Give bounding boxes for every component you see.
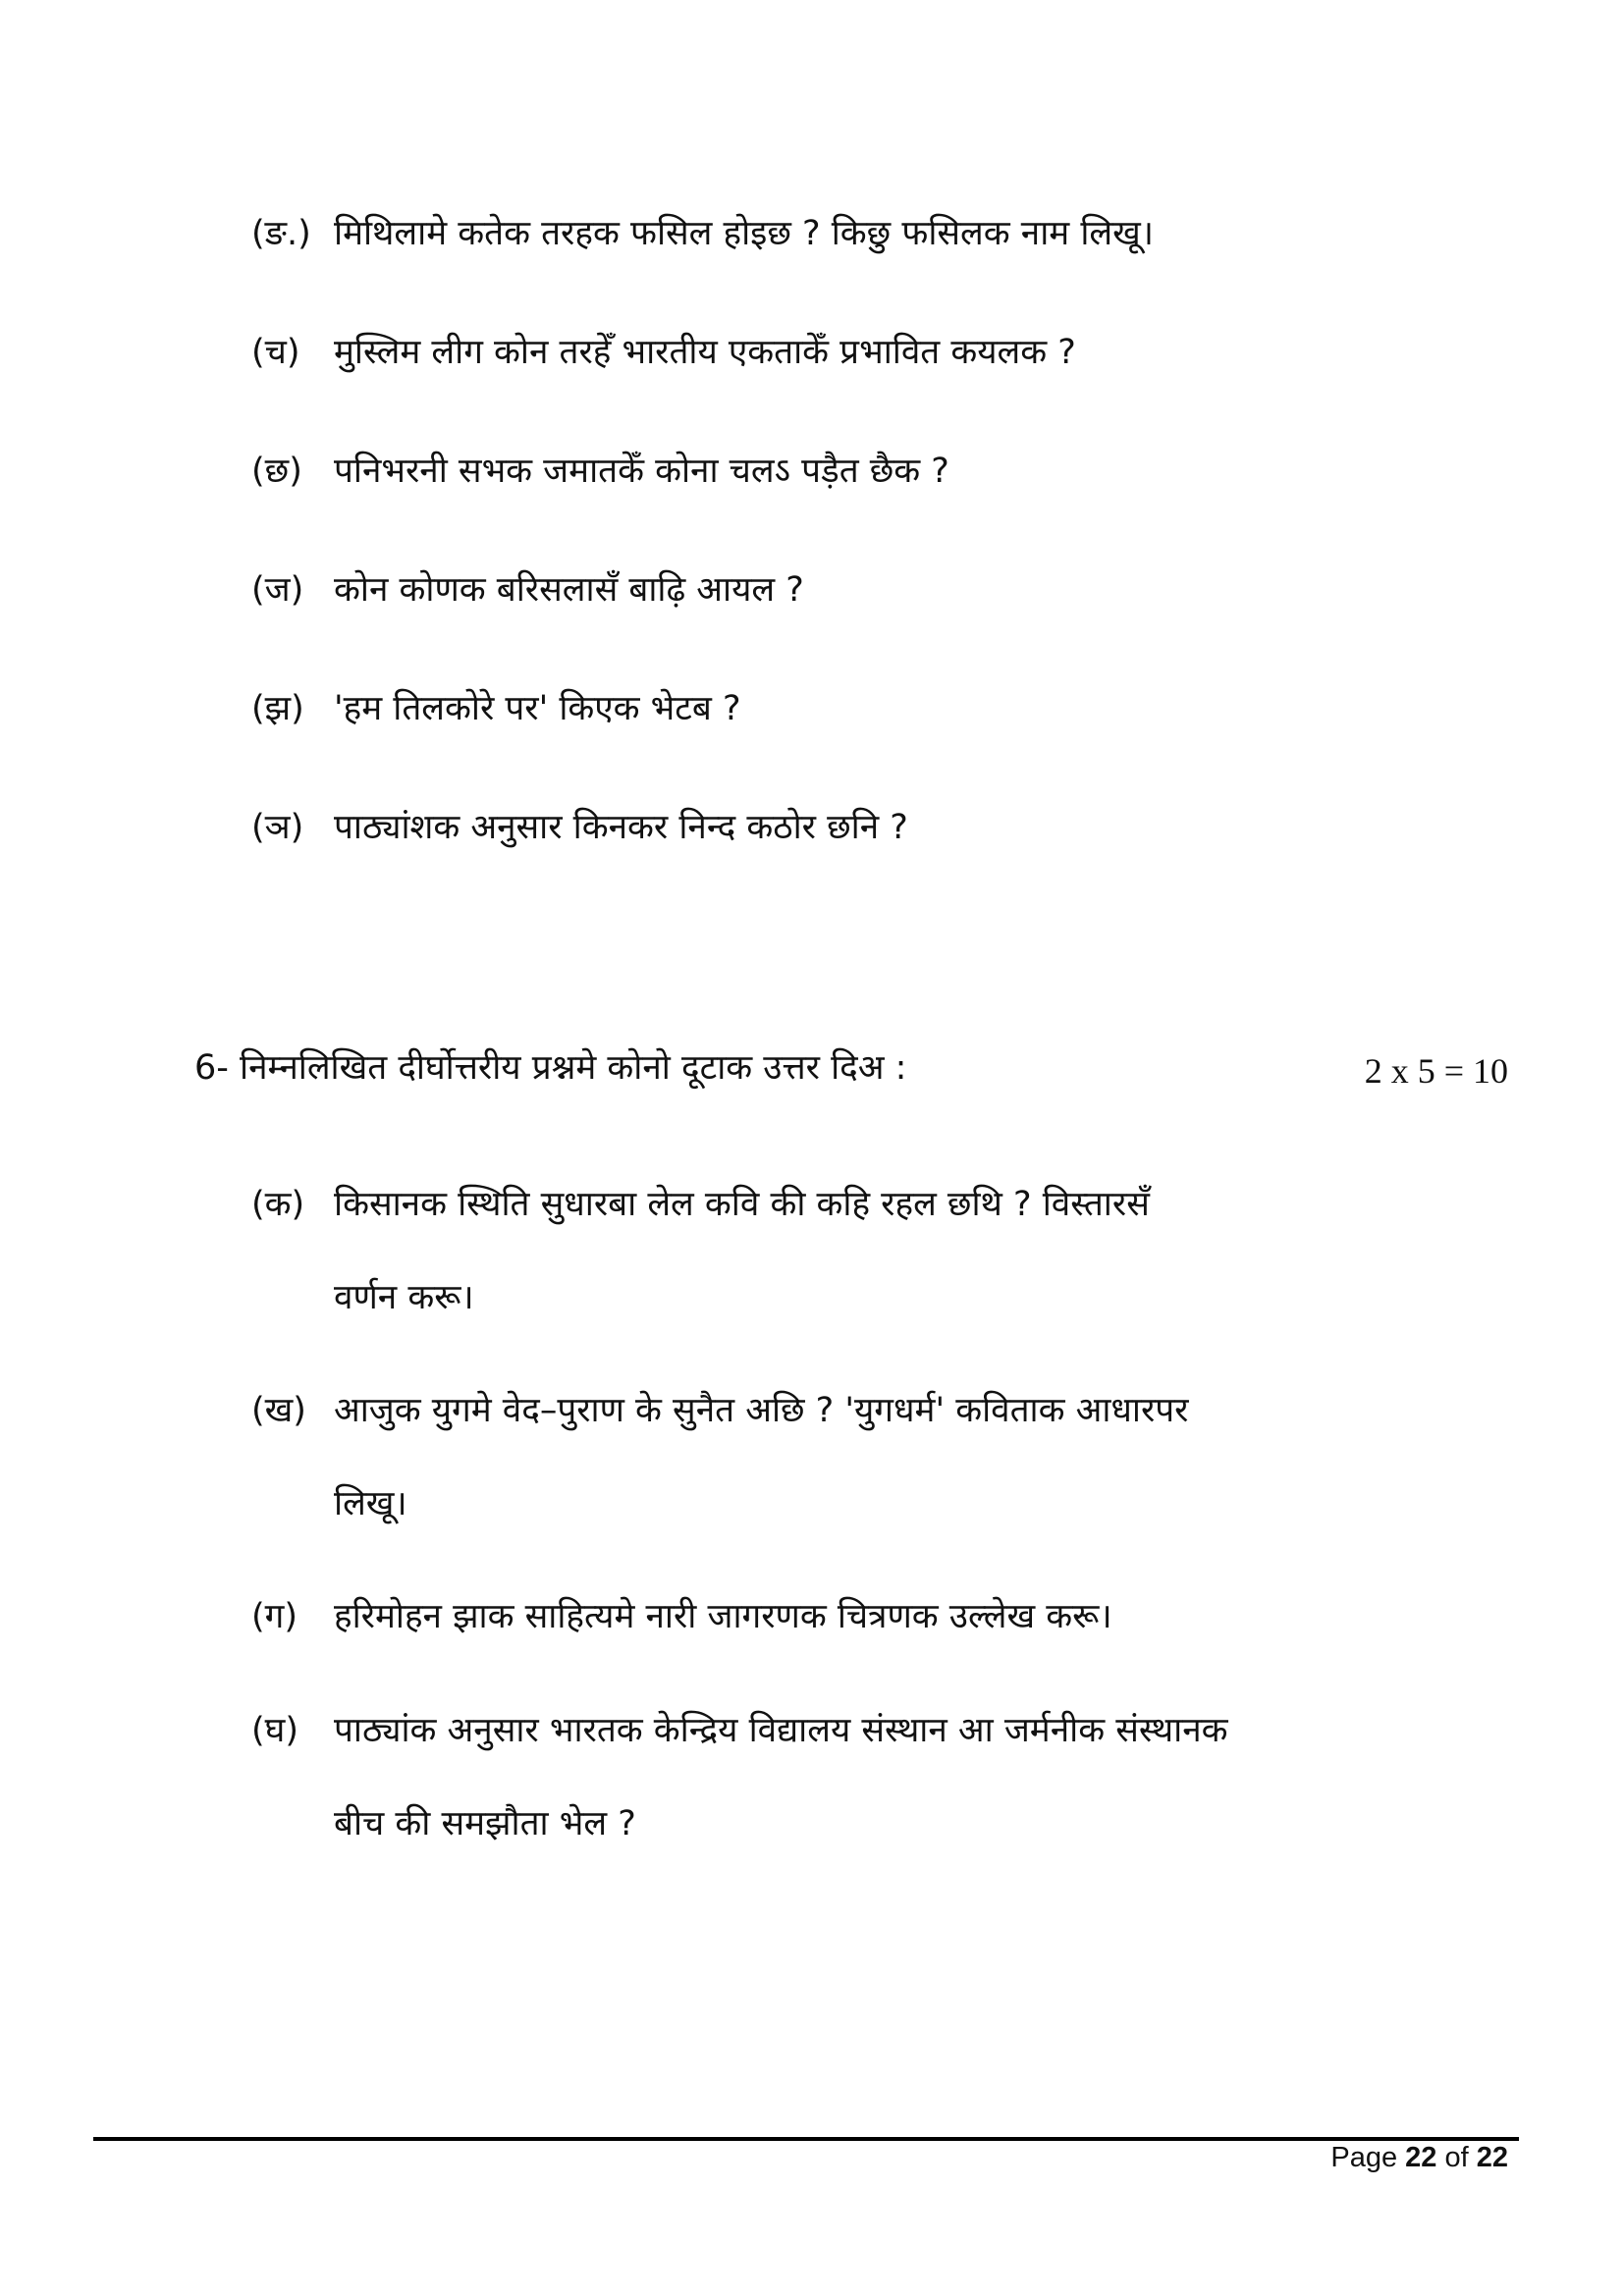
section-heading xyxy=(194,1044,906,1092)
question-continuation: वर्णन करू। xyxy=(334,1278,474,1317)
page-total: 22 xyxy=(1476,2142,1508,2173)
question-text: पनिभरनी सभक जमातकेँ कोना चलऽ पड़ैत छैक ? xyxy=(334,452,949,491)
question-label: (घ) xyxy=(251,1711,298,1750)
question-text: आजुक युगमे वेद–पुराण के सुनैत अछि ? 'युगधर्म' कविताक आधारपर xyxy=(334,1391,1189,1430)
question-item xyxy=(251,1387,1189,1434)
question-label: (छ) xyxy=(251,452,302,491)
question-label: (ख) xyxy=(251,1391,306,1430)
section-number: 6- xyxy=(194,1048,229,1088)
question-label: (ज) xyxy=(251,570,304,610)
question-label: (ङ.) xyxy=(251,214,311,253)
question-text: कोन कोणक बरिसलासँ बाढ़ि आयल ? xyxy=(334,570,804,610)
page-of: of xyxy=(1444,2142,1469,2173)
question-text: 'हम तिलकोरे पर' किएक भेटब ? xyxy=(334,689,741,728)
page-current: 22 xyxy=(1405,2142,1437,2173)
question-text: किसानक स्थिति सुधारबा लेल कवि की कहि रहल छथि ? विस्तारसँ xyxy=(334,1185,1150,1224)
question-label: (झ) xyxy=(251,689,304,728)
question-item xyxy=(251,210,1154,257)
question-label: (क) xyxy=(251,1185,305,1224)
question-item xyxy=(251,1181,1150,1228)
question-continuation: बीच की समझौता भेल ? xyxy=(334,1804,636,1843)
question-item xyxy=(251,329,1076,376)
question-item xyxy=(251,566,804,614)
section-instruction: निम्नलिखित दीर्घोत्तरीय प्रश्नमे कोनो दूटाक उत्तर दिअ : xyxy=(240,1048,907,1088)
question-text: पाठ्यांशक अनुसार किनकर निन्द कठोर छनि ? xyxy=(334,808,908,847)
question-text: पाठ्यांक अनुसार भारतक केन्द्रिय विद्यालय संस्थान आ जर्मनीक संस्थानक xyxy=(334,1711,1228,1750)
question-text: मुस्लिम लीग कोन तरहेँ भारतीय एकताकेँ प्रभावित कयलक ? xyxy=(334,333,1076,372)
section-marks: 2 x 5 = 10 xyxy=(1364,1051,1508,1091)
question-continuation: लिखू। xyxy=(334,1484,407,1523)
question-item xyxy=(251,1593,1112,1640)
question-text: मिथिलामे कतेक तरहक फसिल होइछ ? किछु फसिलक नाम लिखू। xyxy=(334,214,1155,253)
question-text: हरिमोहन झाक साहित्यमे नारी जागरणक चित्रणक उल्लेख करू। xyxy=(334,1597,1112,1636)
question-item xyxy=(251,448,949,495)
question-item xyxy=(251,1707,1228,1754)
question-item xyxy=(251,804,908,851)
question-item xyxy=(251,685,741,732)
page-prefix: Page xyxy=(1330,2142,1398,2173)
question-label: (ग) xyxy=(251,1597,298,1636)
page-number xyxy=(1330,2138,1508,2177)
question-label: (च) xyxy=(251,333,300,372)
question-label: (ञ) xyxy=(251,808,304,847)
footer-rule xyxy=(93,2137,1519,2141)
